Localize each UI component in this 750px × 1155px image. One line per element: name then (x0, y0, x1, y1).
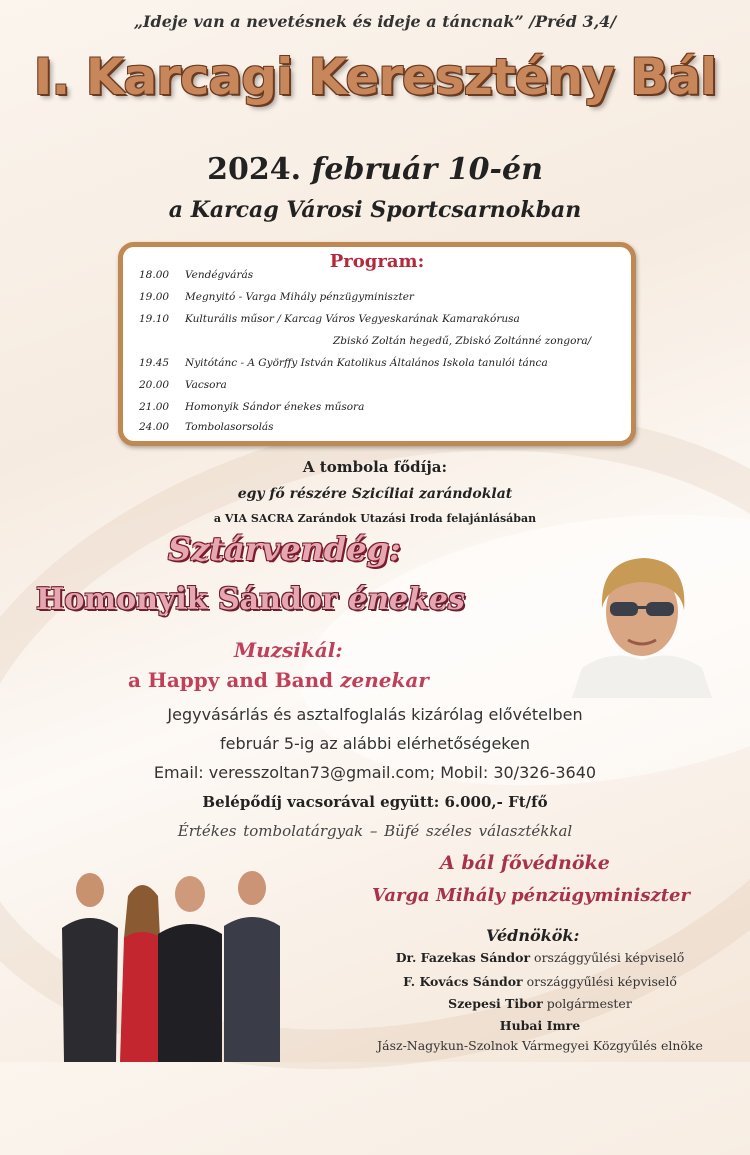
extras-line: Értékes tombolatárgyak – Büfé széles választékkal (177, 822, 573, 840)
program-row: 19.00 Megnyitó - Varga Mihály pénzügyminiszter (139, 291, 414, 303)
event-venue: a Karcag Városi Sportcsarnokban (168, 197, 582, 223)
patron-label: A bál fővédnöke (440, 852, 610, 874)
ticket-deadline: február 5-ig az alábbi elérhetőségeken (220, 734, 530, 753)
program-box (118, 242, 636, 446)
sponsors-title: Védnökök: (486, 926, 580, 945)
star-guest-name: Homonyik Sándor énekes (36, 582, 465, 617)
program-row: 24.00 Tombolasorsolás (139, 421, 274, 433)
program-title: Program: (329, 251, 425, 272)
sponsor-row: Hubai Imre (499, 1018, 581, 1033)
entry-fee: Belépődíj vacsorával együtt: 6.000,- Ft/fő (202, 793, 548, 811)
date-day: február 10-én (311, 152, 543, 187)
bible-quote: „Ideje van a nevetésnek és ideje a táncnak” /Préd 3,4/ (133, 12, 617, 31)
date-year: 2024. (207, 152, 302, 187)
program-row: 21.00 Homonyik Sándor énekes műsora (139, 401, 365, 413)
ticket-info-line: Jegyvásárlás és asztalfoglalás kizárólag elővételben (167, 705, 583, 724)
sponsor-row: Szepesi Tibor polgármester (448, 996, 632, 1011)
contact-info: Email: veresszoltan73@gmail.com; Mobil: 30/326-3640 (153, 763, 597, 782)
star-guest-label: Sztárvendég: (168, 530, 401, 568)
program-row: 19.10 Kulturális műsor / Karcag Város Vegyeskarának Kamarakórusa (139, 313, 520, 325)
prize-heading: A tombola fődíja: (302, 458, 448, 476)
band-name: a Happy and Band zenekar (128, 668, 429, 692)
music-label: Muzsikál: (234, 638, 343, 662)
program-row: 20.00 Vacsora (139, 379, 227, 391)
event-title: I. Karcagi Keresztény Bál (33, 48, 717, 106)
sponsor-row: Dr. Fazekas Sándor országgyűlési képviselő (395, 950, 685, 965)
patron-name: Varga Mihály pénzügyminiszter (372, 885, 690, 906)
prize-sponsor: a VIA SACRA Zarándok Utazási Iroda felajánlásában (213, 512, 537, 525)
singer-portrait (572, 548, 712, 698)
prize-description: egy fő részére Szicíliai zarándoklat (237, 486, 513, 502)
sponsor-row: Jász-Nagykun-Szolnok Vármegyei Közgyűlés elnöke (377, 1038, 703, 1053)
program-row: Zbiskó Zoltán hegedű, Zbiskó Zoltánné zongora/ (333, 335, 592, 347)
program-row: 19.45 Nyitótánc - A Györffy István Katolikus Általános Iskola tanulói tánca (139, 357, 548, 369)
program-row: 18.00 Vendégvárás (139, 269, 254, 281)
event-date (0, 152, 750, 187)
sponsor-row: F. Kovács Sándor országgyűlési képviselő (403, 974, 677, 989)
band-photo (40, 868, 300, 1062)
